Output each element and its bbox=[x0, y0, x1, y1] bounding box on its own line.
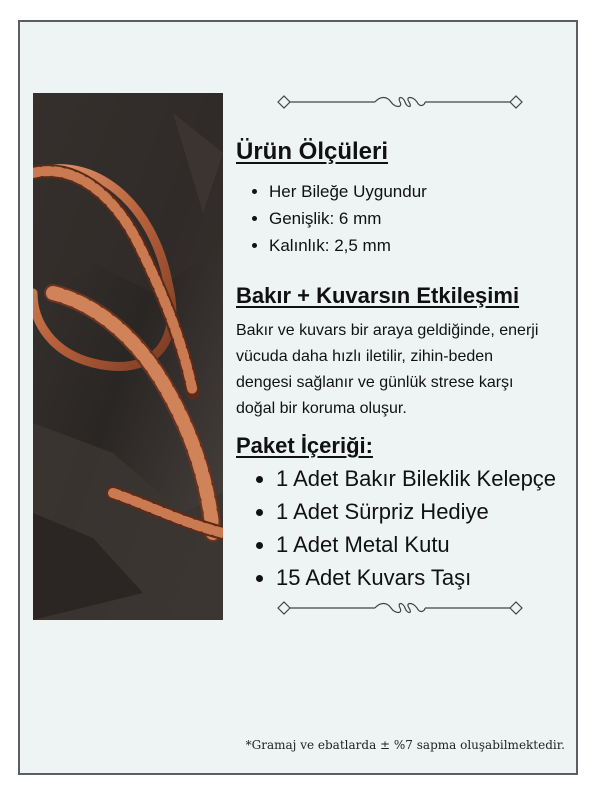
list-item: • 1 Adet Metal Kutu bbox=[276, 528, 556, 561]
footnote: *Gramaj ve ebatlarda ± %7 sapma oluşabilmektedir. bbox=[245, 738, 565, 752]
interaction-text: Bakır ve kuvars bir araya geldiğinde, enerji vücuda daha hızlı iletilir, zihin-beden dengesi sağlanır ve günlük strese karşı doğal bir koruma oluşur. bbox=[236, 322, 539, 417]
list-item: • Her Bileğe Uygundur bbox=[269, 178, 427, 205]
list-item: • 15 Adet Kuvars Taşı bbox=[276, 561, 556, 594]
list-item: • 1 Adet Bakır Bileklik Kelepçe bbox=[276, 462, 556, 495]
package-list bbox=[256, 462, 556, 594]
specs-list bbox=[251, 178, 427, 259]
list-item: • 1 Adet Sürpriz Hediye bbox=[276, 495, 556, 528]
interaction-title: Bakır + Kuvarsın Etkileşimi bbox=[236, 283, 520, 308]
divider-ornament-top bbox=[275, 93, 525, 111]
package-title: Paket İçeriği: bbox=[236, 433, 373, 458]
list-item: • Genişlik: 6 mm bbox=[269, 205, 427, 232]
specs-title: Ürün Ölçüleri bbox=[236, 138, 389, 165]
divider-ornament-bottom bbox=[275, 599, 525, 617]
list-item: • Kalınlık: 2,5 mm bbox=[269, 232, 427, 259]
copper-bracelet-photo bbox=[33, 93, 223, 620]
